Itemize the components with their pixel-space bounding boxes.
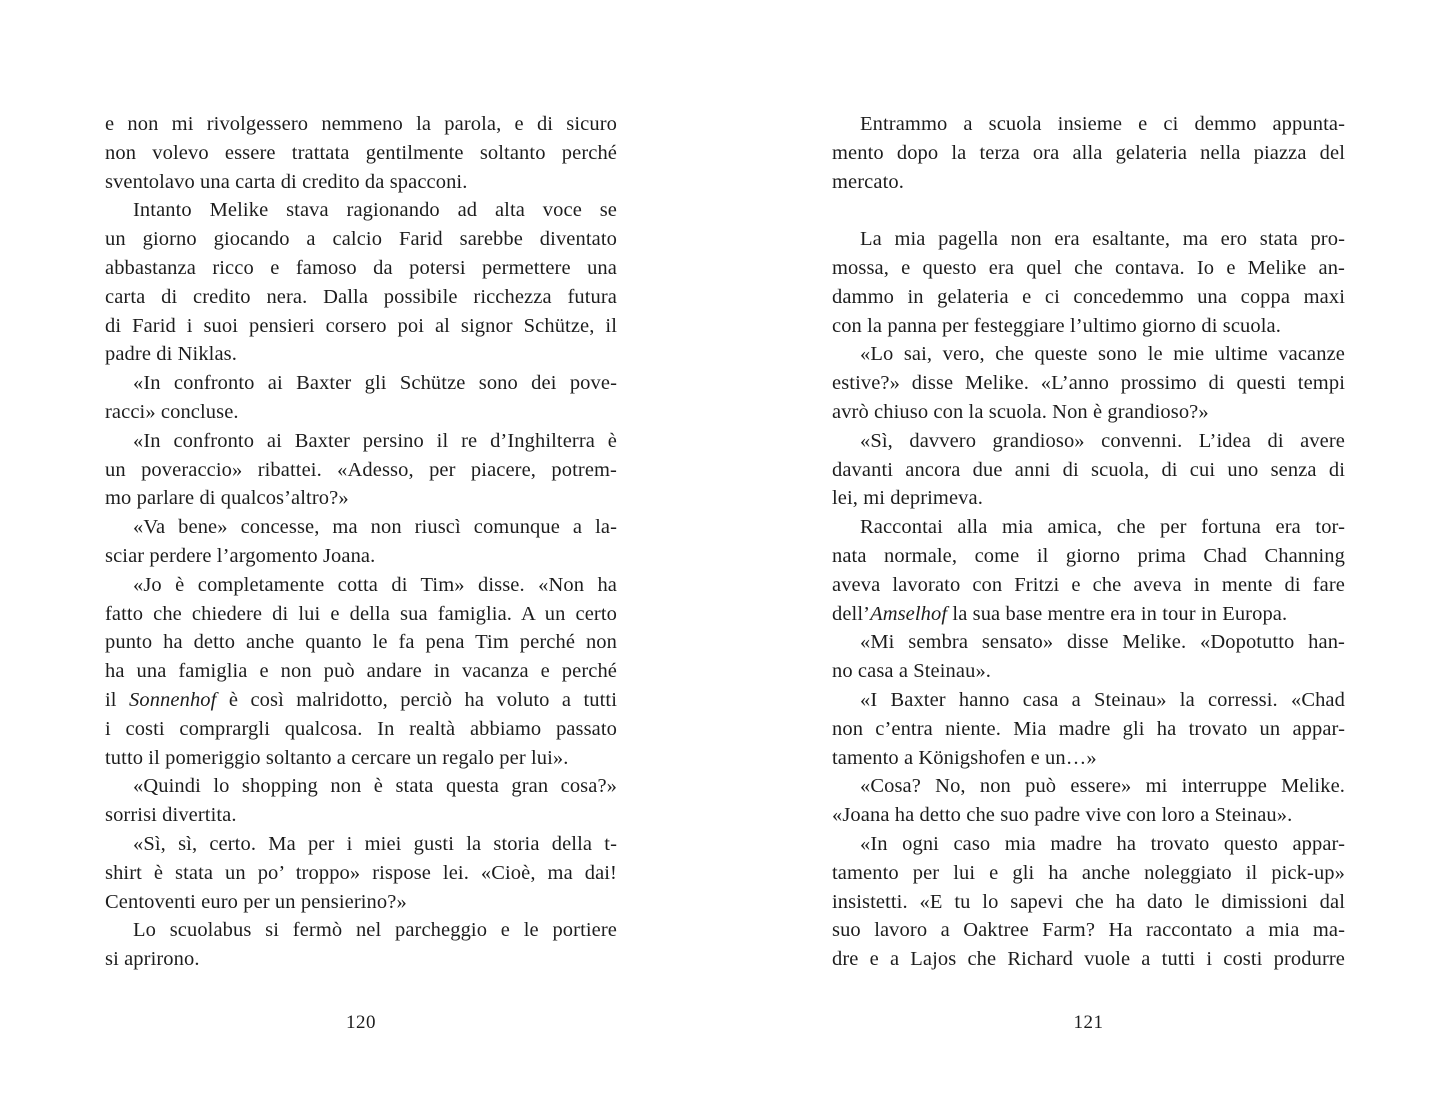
text-line: nata normale, come il giorno prima Chad Channing (832, 544, 1345, 567)
text-line: Centoventi euro per un pensierino?» (105, 890, 407, 913)
text-line: non c’entra niente. Mia madre gli ha trovato un appar- (832, 717, 1345, 740)
paragraph (105, 571, 617, 773)
paragraph (832, 686, 1345, 772)
text-line: ha una famiglia e non può andare in vacanza e perché (105, 660, 617, 683)
text-line: «In ogni caso mia madre ha trovato questo appar- (860, 832, 1345, 855)
page-number-left: 120 (346, 1012, 376, 1033)
text-line: «Sì, sì, certo. Ma per i miei gusti la storia della t- (133, 832, 617, 855)
text-line: «In confronto ai Baxter gli Schütze sono dei pove- (133, 372, 617, 395)
text-line: sventolavo una carta di credito da spacconi. (105, 170, 468, 193)
text-line: lei, mi deprimeva. (832, 487, 983, 510)
paragraph (832, 340, 1345, 426)
text-line: «Lo sai, vero, che queste sono le mie ultime vacanze (860, 343, 1345, 366)
text-line: fatto che chiedere di lui e della sua famiglia. A un certo (105, 602, 617, 625)
text-line: sorrisi divertita. (105, 804, 237, 827)
text-line: «Sì, davvero grandioso» convenni. L’idea di avere (860, 429, 1345, 452)
paragraph (105, 513, 617, 571)
text-line: «Cosa? No, non può essere» mi interruppe Melike. (860, 775, 1345, 798)
text-line: Raccontai alla mia amica, che per fortuna era tor- (860, 516, 1345, 539)
page-right (832, 0, 1345, 1110)
paragraph (105, 830, 617, 916)
text-line: si aprirono. (105, 948, 200, 971)
text-line: «Joana ha detto che suo padre vive con loro a Steinau». (832, 804, 1293, 827)
paragraph (105, 196, 617, 369)
text-line: dre e a Lajos che Richard vuole a tutti i costi produrre (832, 948, 1345, 971)
text-line: carta di credito nera. Dalla possibile ricchezza futura (105, 285, 617, 308)
text-line: suo lavoro a Oaktree Farm? Ha raccontato a mia ma- (832, 919, 1345, 942)
paragraph (832, 513, 1345, 628)
text-line: punto ha detto anche quanto le fa pena Tim perché non (105, 631, 617, 654)
paragraph (832, 772, 1345, 830)
text-line: «I Baxter hanno casa a Steinau» la corressi. «Chad (860, 688, 1345, 711)
text-line: mo parlare di qualcos’altro?» (105, 487, 349, 510)
text-line: Lo scuolabus si fermò nel parcheggio e le portiere (133, 919, 617, 942)
text-line: insistetti. «E tu lo sapevi che ha dato le dimissioni dal (832, 890, 1345, 913)
text-line: i costi comprargli qualcosa. In realtà abbiamo passato (105, 717, 617, 740)
paragraph (105, 916, 617, 974)
paragraph (832, 628, 1345, 686)
text-line: abbastanza ricco e famoso da potersi permettere una (105, 256, 617, 279)
text-line: tamento a Königshofen e un…» (832, 746, 1097, 769)
text-line: padre di Niklas. (105, 343, 237, 366)
text-line: «Va bene» concesse, ma non riuscì comunque a la- (133, 516, 617, 539)
paragraph (105, 427, 617, 513)
text-line: La mia pagella non era esaltante, ma ero stata pro- (860, 228, 1345, 251)
paragraph (832, 427, 1345, 513)
text-line: dammo in gelateria e ci concedemmo una coppa maxi (832, 285, 1345, 308)
page-left (105, 0, 617, 1110)
page-right-text (832, 110, 1345, 974)
text-line: sciar perdere l’argomento Joana. (105, 544, 376, 567)
text-line: mossa, e questo era quel che contava. Io e Melike an- (832, 256, 1345, 279)
text-line: Intanto Melike stava ragionando ad alta voce se (133, 199, 617, 222)
text-line: «Quindi lo shopping non è stata questa gran cosa?» (133, 775, 617, 798)
paragraph (832, 110, 1345, 196)
text-line: racci» concluse. (105, 400, 239, 423)
text-line: avrò chiuso con la scuola. Non è grandioso?» (832, 400, 1209, 423)
text-line: con la panna per festeggiare l’ultimo giorno di scuola. (832, 314, 1281, 337)
text-line: un poveraccio» ribattei. «Adesso, per piacere, potrem- (105, 458, 617, 481)
paragraph (832, 830, 1345, 974)
text-line: estive?» disse Melike. «L’anno prossimo di questi tempi (832, 372, 1345, 395)
paragraph (105, 110, 617, 196)
text-line: tamento per lui e gli ha anche noleggiato il pick-up» (832, 861, 1345, 884)
text-line: Entrammo a scuola insieme e ci demmo appunta- (860, 113, 1345, 135)
paragraph (105, 772, 617, 830)
text-line: di Farid i suoi pensieri corsero poi al signor Schütze, il (105, 314, 617, 337)
text-line: non volevo essere trattata gentilmente soltanto perché (105, 141, 617, 164)
text-line: no casa a Steinau». (832, 660, 992, 683)
text-line: shirt è stata un po’ troppo» rispose lei. «Cioè, ma dai! (105, 861, 617, 884)
text-line: dell’Amselhof la sua base mentre era in tour in Europa. (832, 602, 1288, 625)
text-line: mento dopo la terza ora alla gelateria nella piazza del (832, 141, 1345, 164)
page-left-text (105, 110, 617, 974)
text-line: e non mi rivolgessero nemmeno la parola, e di sicuro (105, 113, 617, 135)
text-line: «Mi sembra sensato» disse Melike. «Dopotutto han- (860, 631, 1345, 654)
text-line: «In confronto ai Baxter persino il re d’Inghilterra è (133, 429, 617, 452)
paragraph (105, 369, 617, 427)
page-number-right: 121 (1073, 1012, 1104, 1033)
text-line: tutto il pomeriggio soltanto a cercare un regalo per lui». (105, 746, 569, 769)
text-line: aveva lavorato con Fritzi e che aveva in mente di fare (832, 573, 1345, 596)
paragraph (832, 225, 1345, 340)
text-line: il Sonnenhof è così malridotto, perciò ha voluto a tutti (105, 688, 617, 711)
text-line: mercato. (832, 170, 904, 193)
text-line: davanti ancora due anni di scuola, di cui uno senza di (832, 458, 1345, 481)
text-line: un giorno giocando a calcio Farid sarebbe diventato (105, 228, 617, 251)
text-line: «Jo è completamente cotta di Tim» disse. «Non ha (133, 573, 617, 596)
